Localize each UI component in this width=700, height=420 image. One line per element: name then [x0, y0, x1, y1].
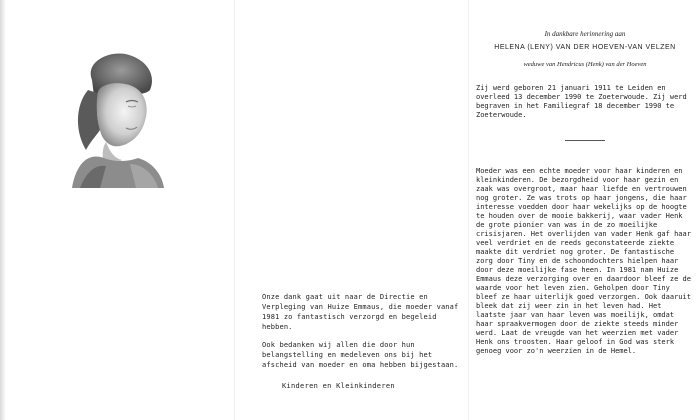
page-edge-shadow — [0, 0, 6, 420]
thanks-block — [262, 292, 462, 378]
biography-text: Moeder was een echte moeder voor haar kinderen en kleinkinderen. De bezorgdheid voor haar gezin en zaak was overgroot, maar haar liefde en vertrouwen nog groter. Ze was trots op haar jongens, die haar interesse voedden door haar wekelijks op de hoogte te houden over de mooie bakkerij, waar vader Henk de grote pionier van was in de zo moeilijke crisisjaren. Het overlijden van vader Henk gaf haar veel verdriet en de reeds geconstateerde ziekte maakte dit verdriet nog groter. De fantastische zorg door Tiny en de schoondochters hielpen haar door deze moeilijke fase heen. In 1981 nam Huize Emmaus deze verzorging over en daardoor bleef ze de waarde voor het leven zien. Geholpen door Tiny bleef ze haar uiterlijk goed verzorgen. Ook daaruit bleek dat zij weer zin in het leven had. Het laatste jaar van haar leven was moeilijk, omdat haar spraakvermogen door de ziekte steeds minder werd. Laat de vreugde van het weerzien met vader Henk ons troosten. Haar geloof in God was sterk genoeg voor zo'n weerzien in de Hemel. — [476, 167, 691, 355]
dedication-line: In dankbare herinnering aan — [544, 30, 626, 38]
signoff: Kinderen en Kleinkinderen — [282, 382, 395, 390]
fold-line-right — [468, 0, 469, 420]
fold-line-left — [234, 0, 235, 420]
birth-death-details: Zij werd geboren 21 januari 1911 te Leiden en overleed 13 december 1990 te Zoeterwoude. Zij werd begraven in het Familiegraf 18 december 1990 te Zoeterwoude. — [476, 84, 687, 119]
portrait-photo — [70, 50, 166, 188]
separator-rule — [565, 140, 605, 141]
obituary-column — [476, 30, 694, 356]
thanks-paragraph-2: Ook bedanken wij allen die door hun belangstelling en medeleven ons bij het afscheid van moeder en oma hebben bijgestaan. — [262, 341, 459, 369]
widow-of-line: weduwe van Hendricus (Henk) van der Hoeven — [523, 61, 647, 68]
thanks-paragraph-1: Onze dank gaat uit naar de Directie en Verpleging van Huize Emmaus, die moeder vanaf 1981 zo fantastisch verzorgd en begeleid hebben. — [262, 293, 459, 331]
deceased-name: HELENA (LENY) VAN DER HOEVEN-VAN VELZEN — [494, 44, 676, 51]
